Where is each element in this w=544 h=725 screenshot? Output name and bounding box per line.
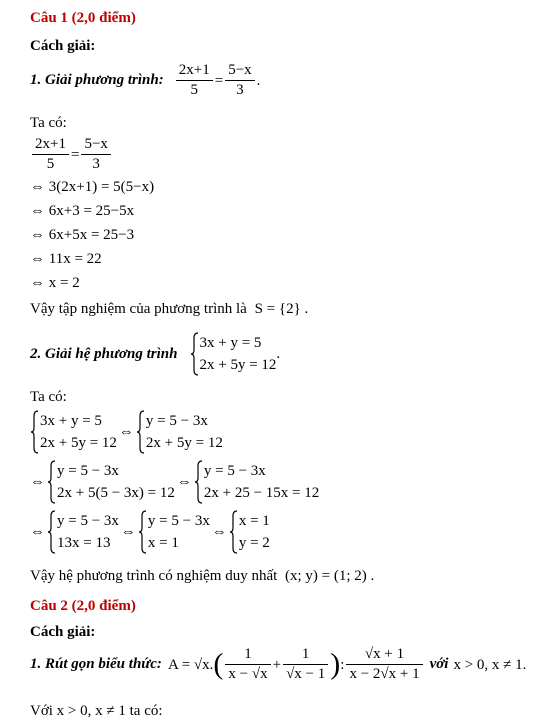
system-2 (136, 410, 223, 454)
eq-rhs-num: 5−x (81, 136, 110, 155)
sys1b-row1: 3x + y = 5 (40, 413, 102, 429)
sys3-row1: y = 5 − 3x (57, 463, 119, 479)
step-2: ⇔ 6x+3 = 25−5x (30, 203, 135, 219)
frac3-num: √x + 1 (346, 646, 422, 665)
frac2-num: 1 (283, 646, 328, 665)
lhs-denominator: 5 (190, 82, 198, 98)
system-7 (229, 510, 270, 554)
part1-rhs-fraction (225, 62, 254, 99)
frac2-den: √x − 1 (286, 666, 326, 682)
solution-set: S = {2} . (254, 301, 309, 317)
system-3 (47, 460, 175, 504)
sys6-row1: y = 5 − 3x (147, 513, 210, 529)
frac1-num: 1 (225, 646, 270, 665)
conclusion-text: Vậy tập nghiệm của phương trình là (30, 301, 247, 317)
step-4: ⇔ 11x = 22 (30, 251, 102, 267)
lhs-numerator: 2x+1 (176, 62, 213, 81)
frac-3 (346, 646, 422, 683)
part1-title: 1. Giải phương trình: (30, 72, 164, 88)
part2-title-line: 2. Giải hệ phương trình 3x + y = 5 2x + 5y = 12 . (30, 332, 280, 376)
part2-title: 2. Giải hệ phương trình (30, 345, 178, 362)
solution-label-2: Cách giải: (30, 624, 96, 640)
expr-prefix: A = √x. (167, 656, 214, 673)
eq-rhs-fraction (81, 136, 110, 173)
rhs-numerator: 5−x (225, 62, 254, 81)
eq-rhs-den: 3 (92, 156, 100, 172)
eq-lhs-num: 2x+1 (32, 136, 69, 155)
frac-1 (225, 646, 270, 683)
sys5-row2: 13x = 13 (57, 535, 111, 551)
part3-next-line: Với x > 0, x ≠ 1 ta có: (30, 703, 163, 719)
conclusion2-text: Vậy hệ phương trình có nghiệm duy nhất (30, 568, 278, 584)
sys1b-row2: 2x + 5y = 12 (40, 435, 117, 451)
sys7-row2: y = 2 (238, 535, 270, 551)
system-answer: (x; y) = (1; 2) . (285, 568, 375, 584)
part1-conclusion (30, 300, 308, 318)
part1-fraction-eq: $\frac{2x+1}{5}$ = $\frac{5-x}{3}$ (30, 136, 113, 173)
frac3-den: x − 2√x + 1 (349, 666, 420, 682)
eq-lhs-den: 5 (46, 156, 55, 172)
sys-line-1: 3x + y = 5 2x + 5y = 12 ⇔ y = 5 − 3x 2x + 5y = 12 (30, 410, 223, 454)
sys1-row1: 3x + y = 5 (199, 335, 262, 351)
sys-line-2: ⇔ y = 5 − 3x 2x + 5(5 − 3x) = 12 ⇔ y = 5 − 3x 2x + 25 − 15x = 12 (30, 460, 319, 504)
sys2-row2: 2x + 5y = 12 (145, 435, 223, 451)
q1-heading: Câu 1 (2,0 điểm) (30, 10, 136, 26)
sys-line-3: ⇔ y = 5 − 3x 13x = 13 ⇔ y = 5 − 3x x = 1 ⇔ x = 1 y = 2 (30, 510, 270, 554)
step-3: ⇔ 6x+5x = 25−3 (30, 227, 135, 243)
part3-title-line: 1. Rút gọn biểu thức: A = √x.( $\frac{1}{x - √x}$ + $\frac{1}{√x - 1}$ ): $\frac{√x + 1}{x - 2√x + 1}$ với x > 0, x ≠ 1. (30, 646, 527, 682)
part3-title: 1. Rút gọn biểu thức: (30, 656, 162, 672)
q2-heading: Câu 2 (2,0 điểm) (30, 598, 136, 614)
system-4 (194, 460, 319, 504)
sys4-row1: y = 5 − 3x (203, 463, 266, 479)
rhs-denominator: 3 (236, 82, 244, 98)
frac-2 (283, 646, 328, 683)
system-1 (190, 332, 277, 376)
part1-lhs-fraction (176, 62, 213, 99)
sys5-row1: y = 5 − 3x (57, 513, 119, 529)
sys6-row2: x = 1 (147, 535, 179, 551)
frac1-den: x − √x (228, 666, 268, 682)
sys3-row2: 2x + 5(5 − 3x) = 12 (57, 485, 175, 501)
with-word: với (429, 656, 449, 672)
step-1: ⇔ 3(2x+1) = 5(5−x) (30, 179, 155, 195)
eq-lhs-fraction (32, 136, 69, 173)
part1-title-line: 1. Giải phương trình: $\frac{2x+1}{5}$ = $\frac{5-x}{3}$ . (30, 62, 261, 98)
condition: x > 0, x ≠ 1. (453, 656, 527, 673)
system-1b (30, 410, 117, 454)
step-5: ⇔ x = 2 (30, 275, 80, 291)
part1-we-have: Ta có: (30, 115, 67, 131)
sys1-row2: 2x + 5y = 12 (199, 357, 277, 373)
system-6 (138, 510, 210, 554)
sys4-row2: 2x + 25 − 15x = 12 (203, 485, 320, 501)
sys7-row1: x = 1 (238, 513, 270, 529)
solution-label-1: Cách giải: (30, 38, 96, 54)
part2-conclusion (30, 567, 374, 585)
system-5 (47, 510, 119, 554)
sys2-row1: y = 5 − 3x (145, 413, 208, 429)
part2-we-have: Ta có: (30, 389, 67, 405)
